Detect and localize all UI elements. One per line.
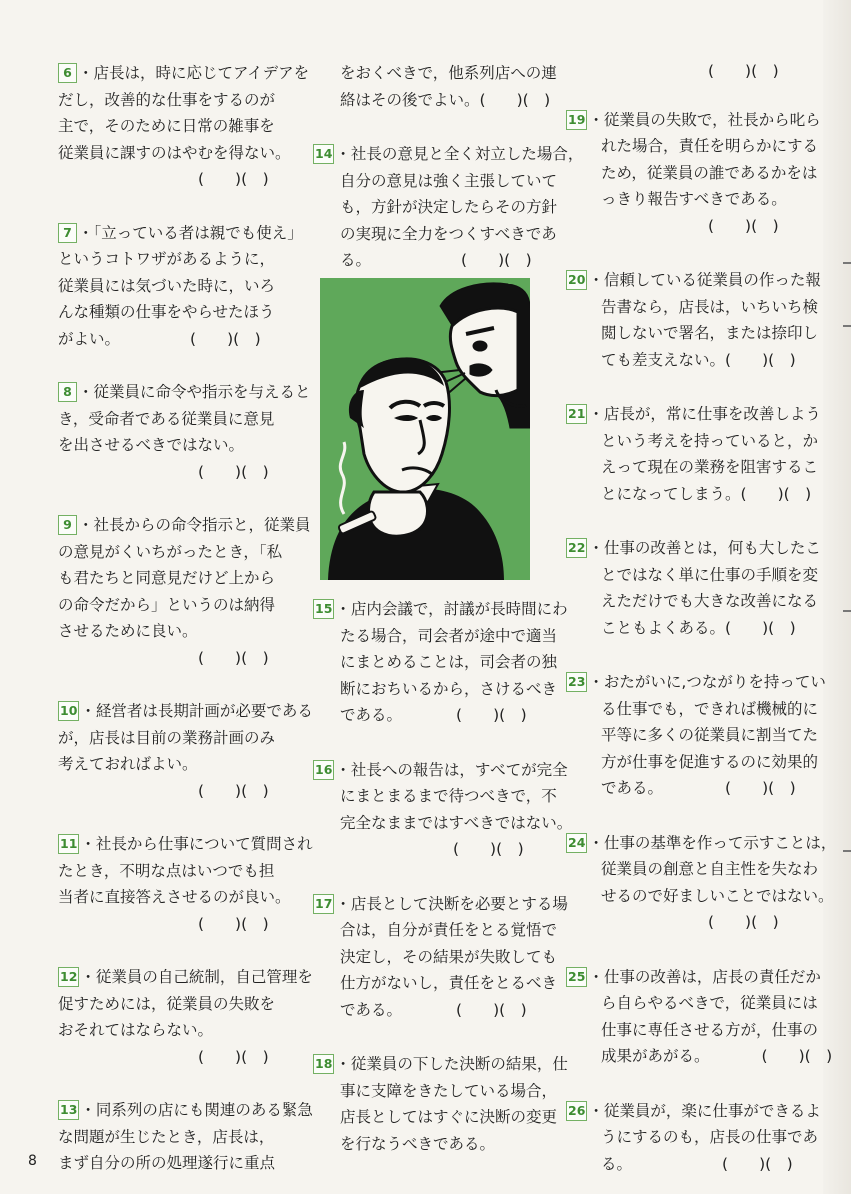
question-19: 19 ・従業員の失敗で，社長から叱ら れた場合，責任を明らかにする ため，従業員の誰であるかをは っきり報告すべきである。 ( )( ) xyxy=(566,107,816,240)
question-number: 8 xyxy=(58,382,77,402)
question-18: 18 ・従業員の下した決断の結果，仕 事に支障をきたしている場合， 店長としてはすぐに決断の変更 を行なうべきである。 xyxy=(315,1055,568,1153)
question-15: 15 ・店内会議で，討議が長時間にわ たる場合，司会者が途中で適当 にまとめることは，司会者の独 断におちいるから，さけるべき である。 ( )( ) xyxy=(315,600,568,724)
answer-blanks[interactable]: ( )( ) xyxy=(708,216,779,235)
question-number: 22 xyxy=(566,538,587,558)
question-number: 6 xyxy=(58,63,77,83)
answer-blanks[interactable]: ( )( ) xyxy=(456,706,527,724)
answer-blanks[interactable]: ( )( ) xyxy=(198,1047,269,1066)
question-24: 24 ・仕事の基準を作って示すことは， 従業員の創意と自主性を失なわ せるので好ましいことではない。 ( )( ) xyxy=(566,830,816,936)
answer-blanks[interactable]: ( )( ) xyxy=(740,484,812,503)
answer-blanks[interactable]: ( )( ) xyxy=(722,1154,793,1173)
question-number: 12 xyxy=(58,967,79,987)
left-column xyxy=(58,60,313,1177)
question-10: 10 ・経営者は長期計画が必要である が，店長は目前の業務計画のみ 考えておればよい。 ( )( ) xyxy=(58,698,290,804)
question-25: 25 ・仕事の改善は，店長の責任だか ら自らやるべきで，従業員には 仕事に専任させる方が，仕事の 成果があがる。 ( )( ) xyxy=(568,967,833,1065)
question-number: 24 xyxy=(566,833,587,853)
question-11: 11 ・社長から仕事について質問され たとき，不明な点はいつでも担 当者に直接答えさせるのが良い。 ( )( ) xyxy=(58,831,290,937)
question-6: 6 ・店長は，時に応じてアイデアを だし，改善的な仕事をするのが 主で，そのために日常の雑事を 従業員に課すのはやむを得ない。 ( )( ) xyxy=(58,60,290,193)
question-23: 23 ・おたがいに,つながりを持ってい る仕事でも，できれば機械的に 平等に多くの従業員に割当てた 方が仕事を促進するのに効果的 である。 ( )( ) xyxy=(568,673,826,797)
question-20: 20 ・信頼している従業員の作った報 告書なら，店長は，いちいち検 閲しないで署名，または捺印し ても差支えない。( )( ) xyxy=(568,271,821,369)
answer-blanks[interactable]: ( )( ) xyxy=(708,62,779,80)
question-16: 16 ・社長への報告は，すべてが完全 にまとまるまで待つべきで，不 完全なままではすべきではない。 ( )( ) xyxy=(313,757,553,863)
question-13: 13 ・同系列の店にも関連のある緊急 な問題が生じたとき，店長は， まず自分の所の処理遂行に重点 xyxy=(58,1101,313,1172)
question-number: 25 xyxy=(566,967,587,987)
question-18-answer xyxy=(566,58,816,85)
middle-column-lower xyxy=(313,596,573,1157)
edge-tick xyxy=(843,262,851,264)
question-26: 26 ・従業員が，楽に仕事ができるよ うにするのも，店長の仕事であ る。 ( )( ) xyxy=(568,1101,821,1173)
question-13-continued: をおくべきで，他系列店への連 絡はその後でよい。( )( ) xyxy=(340,64,557,109)
question-17: 17 ・店長として決断を必要とする場 合は，自分が責任をとる覚悟で 決定し，その結果が失敗しても 仕方がないし，責任をとるべき である。 ( )( ) xyxy=(315,894,568,1019)
answer-blanks[interactable]: ( )( ) xyxy=(198,170,269,188)
answer-blanks[interactable]: ( )( ) xyxy=(198,781,269,800)
answer-blanks[interactable]: ( )( ) xyxy=(198,648,269,667)
answer-blanks[interactable]: ( )( ) xyxy=(461,251,532,269)
answer-blanks[interactable]: ( )( ) xyxy=(761,1047,833,1065)
question-number: 17 xyxy=(313,894,334,914)
question-number: 20 xyxy=(566,270,587,290)
question-number: 26 xyxy=(566,1101,587,1121)
question-8: 8 ・従業員に命令や指示を与えると き，受命者である従業員に意見 を出させるべきではない。 ( )( ) xyxy=(58,379,290,485)
question-number: 14 xyxy=(313,144,334,164)
answer-blanks[interactable]: ( )( ) xyxy=(198,462,269,481)
question-number: 16 xyxy=(313,760,334,780)
question-9: 9 ・社長からの命令指示と，従業員 の意見がくいちがったとき，「私 も君たちと同意見だけど上から の命令だから」というのは納得 させるために良い。 ( )( ) xyxy=(58,512,290,671)
page-number: 8 xyxy=(28,1153,37,1169)
question-number: 10 xyxy=(58,701,79,721)
right-column xyxy=(566,58,837,1177)
question-7: 7 ・「立っている者は親でも使え」 というコトワザがあるように， 従業員には気づいた時に，いろ んな種類の仕事をやらせたほう がよい。 ( )( ) xyxy=(58,223,303,348)
illustration-boss-and-man xyxy=(320,278,530,580)
question-21: 21 ・店長が，常に仕事を改善しよう という考えを持っていると，か えって現在の業務を阻害するこ とになってしまう。( )( ) xyxy=(568,405,821,503)
answer-blanks[interactable]: ( )( ) xyxy=(198,914,269,933)
question-number: 23 xyxy=(566,672,587,692)
question-number: 19 xyxy=(566,110,587,130)
question-number: 13 xyxy=(58,1100,79,1120)
question-22: 22 ・仕事の改善とは，何も大したこ とではなく単に仕事の手順を変 えただけでも大きな改善になる こともよくある。( )( ) xyxy=(568,539,821,637)
question-number: 21 xyxy=(566,404,587,424)
edge-tick xyxy=(843,610,851,612)
answer-blanks[interactable]: ( )( ) xyxy=(479,90,551,109)
question-number: 11 xyxy=(58,834,79,854)
question-14: 14 ・社長の意見と全く対立した場合， 自分の意見は強く主張していて も，方針が決定したらその方針 の実現に全力をつくすべきであ る。 ( )( ) xyxy=(315,145,584,269)
answer-blanks[interactable]: ( )( ) xyxy=(190,329,261,348)
answer-blanks[interactable]: ( )( ) xyxy=(708,913,779,931)
question-number: 15 xyxy=(313,599,334,619)
question-12: 12 ・従業員の自己統制，自己管理を 促すためには，従業員の失敗を おそれてはならない。 ( )( ) xyxy=(58,964,290,1070)
edge-tick xyxy=(843,325,851,327)
question-number: 7 xyxy=(58,223,77,243)
question-number: 9 xyxy=(58,515,77,535)
answer-blanks[interactable]: ( )( ) xyxy=(725,350,796,369)
question-number: 18 xyxy=(313,1054,334,1074)
answer-blanks[interactable]: ( )( ) xyxy=(725,618,796,637)
page-edge xyxy=(823,0,851,1194)
edge-tick xyxy=(843,850,851,852)
answer-blanks[interactable]: ( )( ) xyxy=(453,840,524,858)
answer-blanks[interactable]: ( )( ) xyxy=(456,1000,527,1019)
answer-blanks[interactable]: ( )( ) xyxy=(725,779,796,797)
